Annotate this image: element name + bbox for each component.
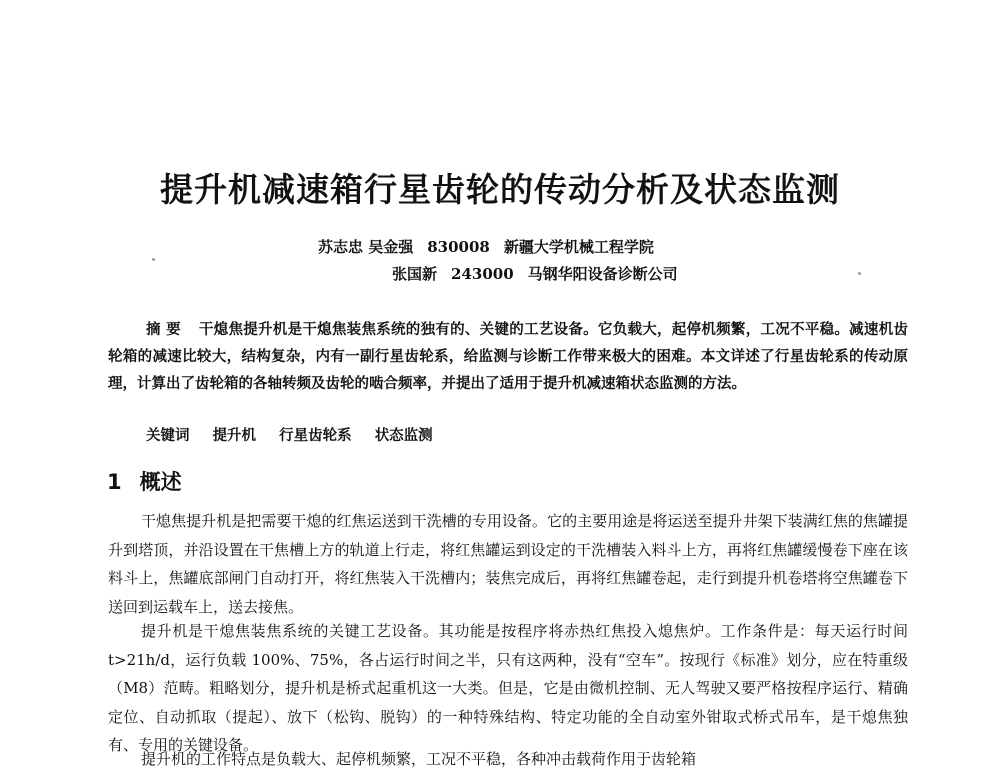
scan-speck	[152, 258, 155, 261]
author-names: 张国新	[392, 265, 438, 283]
author-line-1	[318, 236, 668, 257]
body-paragraph-2: 提升机是干熄焦装焦系统的关键工艺设备。其功能是按程序将赤热红焦投入熄焦炉。工作条件是：每天运行时间 t>21h/d，运行负载 100%、75%，各占运行时间之半，只有这两种，没有“空车”。按现行《标准》划分，应在特重级（M8）范畴。粗略划分，提升机是桥式起重机这一大类。但是，它是由微机控制、无人驾驶又要严格按程序运行、精确定位、自动抓取（提起）、放下（松钩、脱钩）的一种特殊结构、特定功能的全自动室外钳取式桥式吊车，是干熄焦独有、专用的关键设备。	[108, 622, 908, 754]
keyword-item: 状态监测	[374, 427, 433, 444]
keyword-item: 提升机	[212, 427, 257, 444]
author-postcode: 243000	[451, 265, 514, 283]
body-paragraph-3: 提升机的工作特点是负载大、起停机频繁，工况不平稳，各种冲击载荷作用于齿轮箱	[141, 750, 697, 768]
scan-speck	[858, 272, 861, 275]
keywords	[146, 424, 451, 445]
abstract-text: 干熄焦提升机是干熄焦装焦系统的独有的、关键的工艺设备。它负载大，起停机频繁，工况不平稳。减速机齿轮箱的减速比较大，结构复杂，内有一副行星齿轮系，给监测与诊断工作带来极大的困难。本文详述了行星齿轮系的传动原理，计算出了齿轮箱的各轴转频及齿轮的啮合频率，并提出了适用于提升机减速箱状态监测的方法。	[108, 321, 908, 392]
author-postcode: 830008	[427, 238, 490, 256]
section-title: 概述	[139, 470, 182, 494]
section-heading	[107, 466, 182, 496]
author-affiliation: 马钢华阳设备诊断公司	[527, 265, 678, 283]
author-line-2	[392, 263, 692, 284]
body-paragraph-1: 干熄焦提升机是把需要干熄的红焦运送到干洗槽的专用设备。它的主要用途是将运送至提升井架下装满红焦的焦罐提升到塔顶，并沿设置在干焦槽上方的轨道上行走，将红焦罐运到设定的干洗槽装入料斗上方，再将红焦罐缓慢卷下座在该料斗上，焦罐底部闸门自动打开，将红焦装入干洗槽内；装焦完成后，再将红焦罐卷起，走行到提升机卷塔将空焦罐卷下送回到运载车上，送去接焦。	[108, 512, 908, 616]
abstract-label: 摘 要	[146, 321, 181, 338]
keyword-item: 行星齿轮系	[279, 427, 352, 444]
author-names: 苏志忠 吴金强	[318, 238, 414, 256]
author-affiliation: 新疆大学机械工程学院	[503, 238, 654, 256]
keywords-label: 关键词	[146, 427, 190, 444]
paper-title: 提升机减速箱行星齿轮的传动分析及状态监测	[160, 170, 840, 209]
section-number: 1	[107, 470, 122, 494]
abstract	[108, 316, 908, 397]
